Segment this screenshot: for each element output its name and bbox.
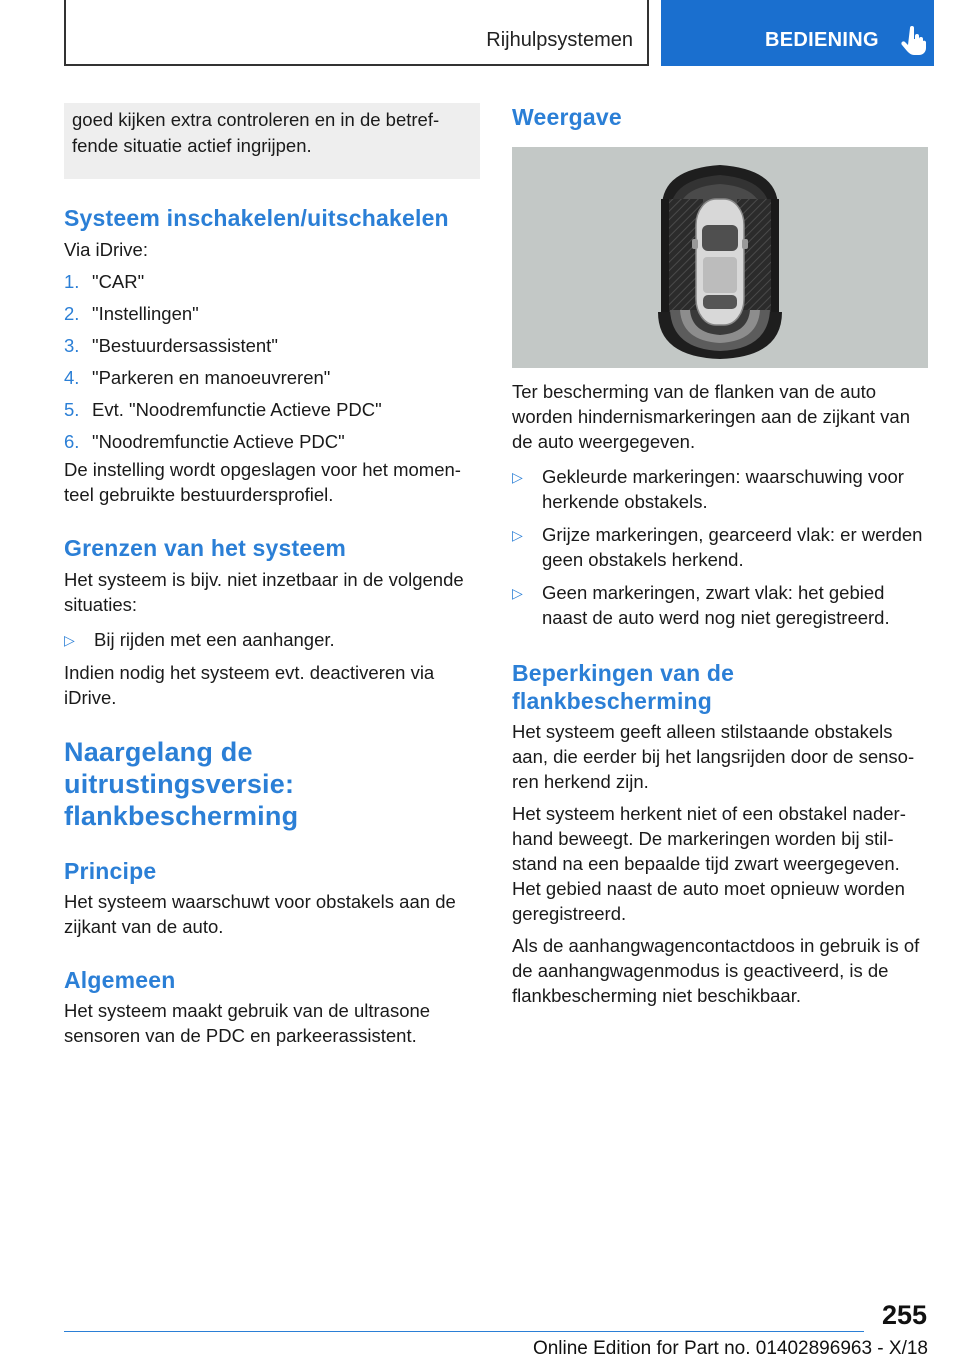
flank-protection-figure xyxy=(512,147,928,368)
restrictions-text-2: Het systeem herkent niet of een obstakel nader-hand beweegt. De markeringen worden bij stil-stand na een bepaalde tijd zwart weergegeven. Het gebied naast de auto moet opnieuw worden geregistreerd. xyxy=(512,803,906,924)
note-text: goed kijken extra controleren en in de betref-fende situatie actief ingrijpen. xyxy=(72,109,440,156)
via-idrive-text: Via iDrive: xyxy=(64,239,148,260)
display-heading: Weergave xyxy=(512,104,622,130)
list-item: ▷ Grijze markeringen, gearceerd vlak: er werden geen obstakels herkend. xyxy=(512,524,923,570)
chapter-title: BEDIENING xyxy=(765,29,879,51)
list-item: ▷ Gekleurde markeringen: waarschuwing voor herkende obstakels. xyxy=(512,466,904,512)
restrictions-heading-line2: flankbescherming xyxy=(512,688,713,714)
system-toggle-heading: Systeem inschakelen/uitschakelen xyxy=(64,205,449,231)
list-item: 6. "Noodremfunctie Actieve PDC" xyxy=(64,431,345,452)
limits-text: Het systeem is bijv. niet inzetbaar in de volgende situaties: xyxy=(64,569,464,615)
display-bullets xyxy=(512,464,928,630)
steps-list xyxy=(64,269,480,454)
restrictions-heading-line1: Beperkingen van de xyxy=(512,660,735,686)
restrictions-text-1: Het systeem geeft alleen stilstaande obstakels aan, die eerder bij het langsrijden door de senso-ren herkend zijn. xyxy=(512,721,915,792)
list-item: 4. "Parkeren en manoeuvreren" xyxy=(64,367,331,388)
display-text: Ter bescherming van de flanken van de auto worden hindernismarkeringen aan de zijkant van de auto weergegeven. xyxy=(512,381,910,452)
list-item: 3. "Bestuurdersassistent" xyxy=(64,335,278,356)
principle-heading: Principe xyxy=(64,858,157,884)
main-heading-line1: Naargelang de uitrustingsversie: xyxy=(64,737,295,799)
limits-bullets xyxy=(64,627,480,653)
list-item: 2. "Instellingen" xyxy=(64,303,199,324)
limits-heading: Grenzen van het systeem xyxy=(64,535,346,561)
triangle-right-icon: ▷ xyxy=(512,469,523,485)
note-box xyxy=(64,103,480,179)
general-text: Het systeem maakt gebruik van de ultrasone sensoren van de PDC en parkeerassistent. xyxy=(64,1000,431,1046)
list-item: ▷ Bij rijden met een aanhanger. xyxy=(64,627,480,653)
right-column xyxy=(512,103,928,1008)
page-number: 255 xyxy=(881,1300,927,1330)
left-column xyxy=(64,103,480,1048)
pointing-hand-icon xyxy=(901,26,927,56)
page-header xyxy=(64,0,934,66)
principle-text: Het systeem waarschuwt voor obstakels aan de zijkant van de auto. xyxy=(64,891,456,937)
section-title: Rijhulpsystemen xyxy=(486,29,633,51)
footer-edition: Online Edition for Part no. 01402896963 - X/18 xyxy=(532,1338,928,1359)
section-tab xyxy=(64,0,649,66)
general-heading: Algemeen xyxy=(64,967,176,993)
list-item: 5. Evt. "Noodremfunctie Actieve PDC" xyxy=(64,399,382,420)
triangle-right-icon: ▷ xyxy=(512,527,523,543)
triangle-right-icon: ▷ xyxy=(64,632,75,648)
list-item: ▷ Geen markeringen, zwart vlak: het gebied naast de auto werd nog niet geregistreerd. xyxy=(512,582,890,628)
footer-divider xyxy=(64,1331,864,1332)
limits-after-text: Indien nodig het systeem evt. deactiveren via iDrive. xyxy=(64,662,435,708)
list-item: 1. "CAR" xyxy=(64,271,145,292)
restrictions-text-3: Als de aanhangwagencontactdoos in gebruik is of de aanhangwagenmodus is geactiveerd, is de flankbescherming niet beschikbaar. xyxy=(512,935,920,1006)
car-top-view-illustration xyxy=(512,147,928,368)
chapter-tab xyxy=(661,0,934,66)
main-heading-line2: flankbescherming xyxy=(64,801,299,831)
triangle-right-icon: ▷ xyxy=(512,585,523,601)
setting-text: De instelling wordt opgeslagen voor het momen-teel gebruikte bestuurdersprofiel. xyxy=(64,459,461,505)
